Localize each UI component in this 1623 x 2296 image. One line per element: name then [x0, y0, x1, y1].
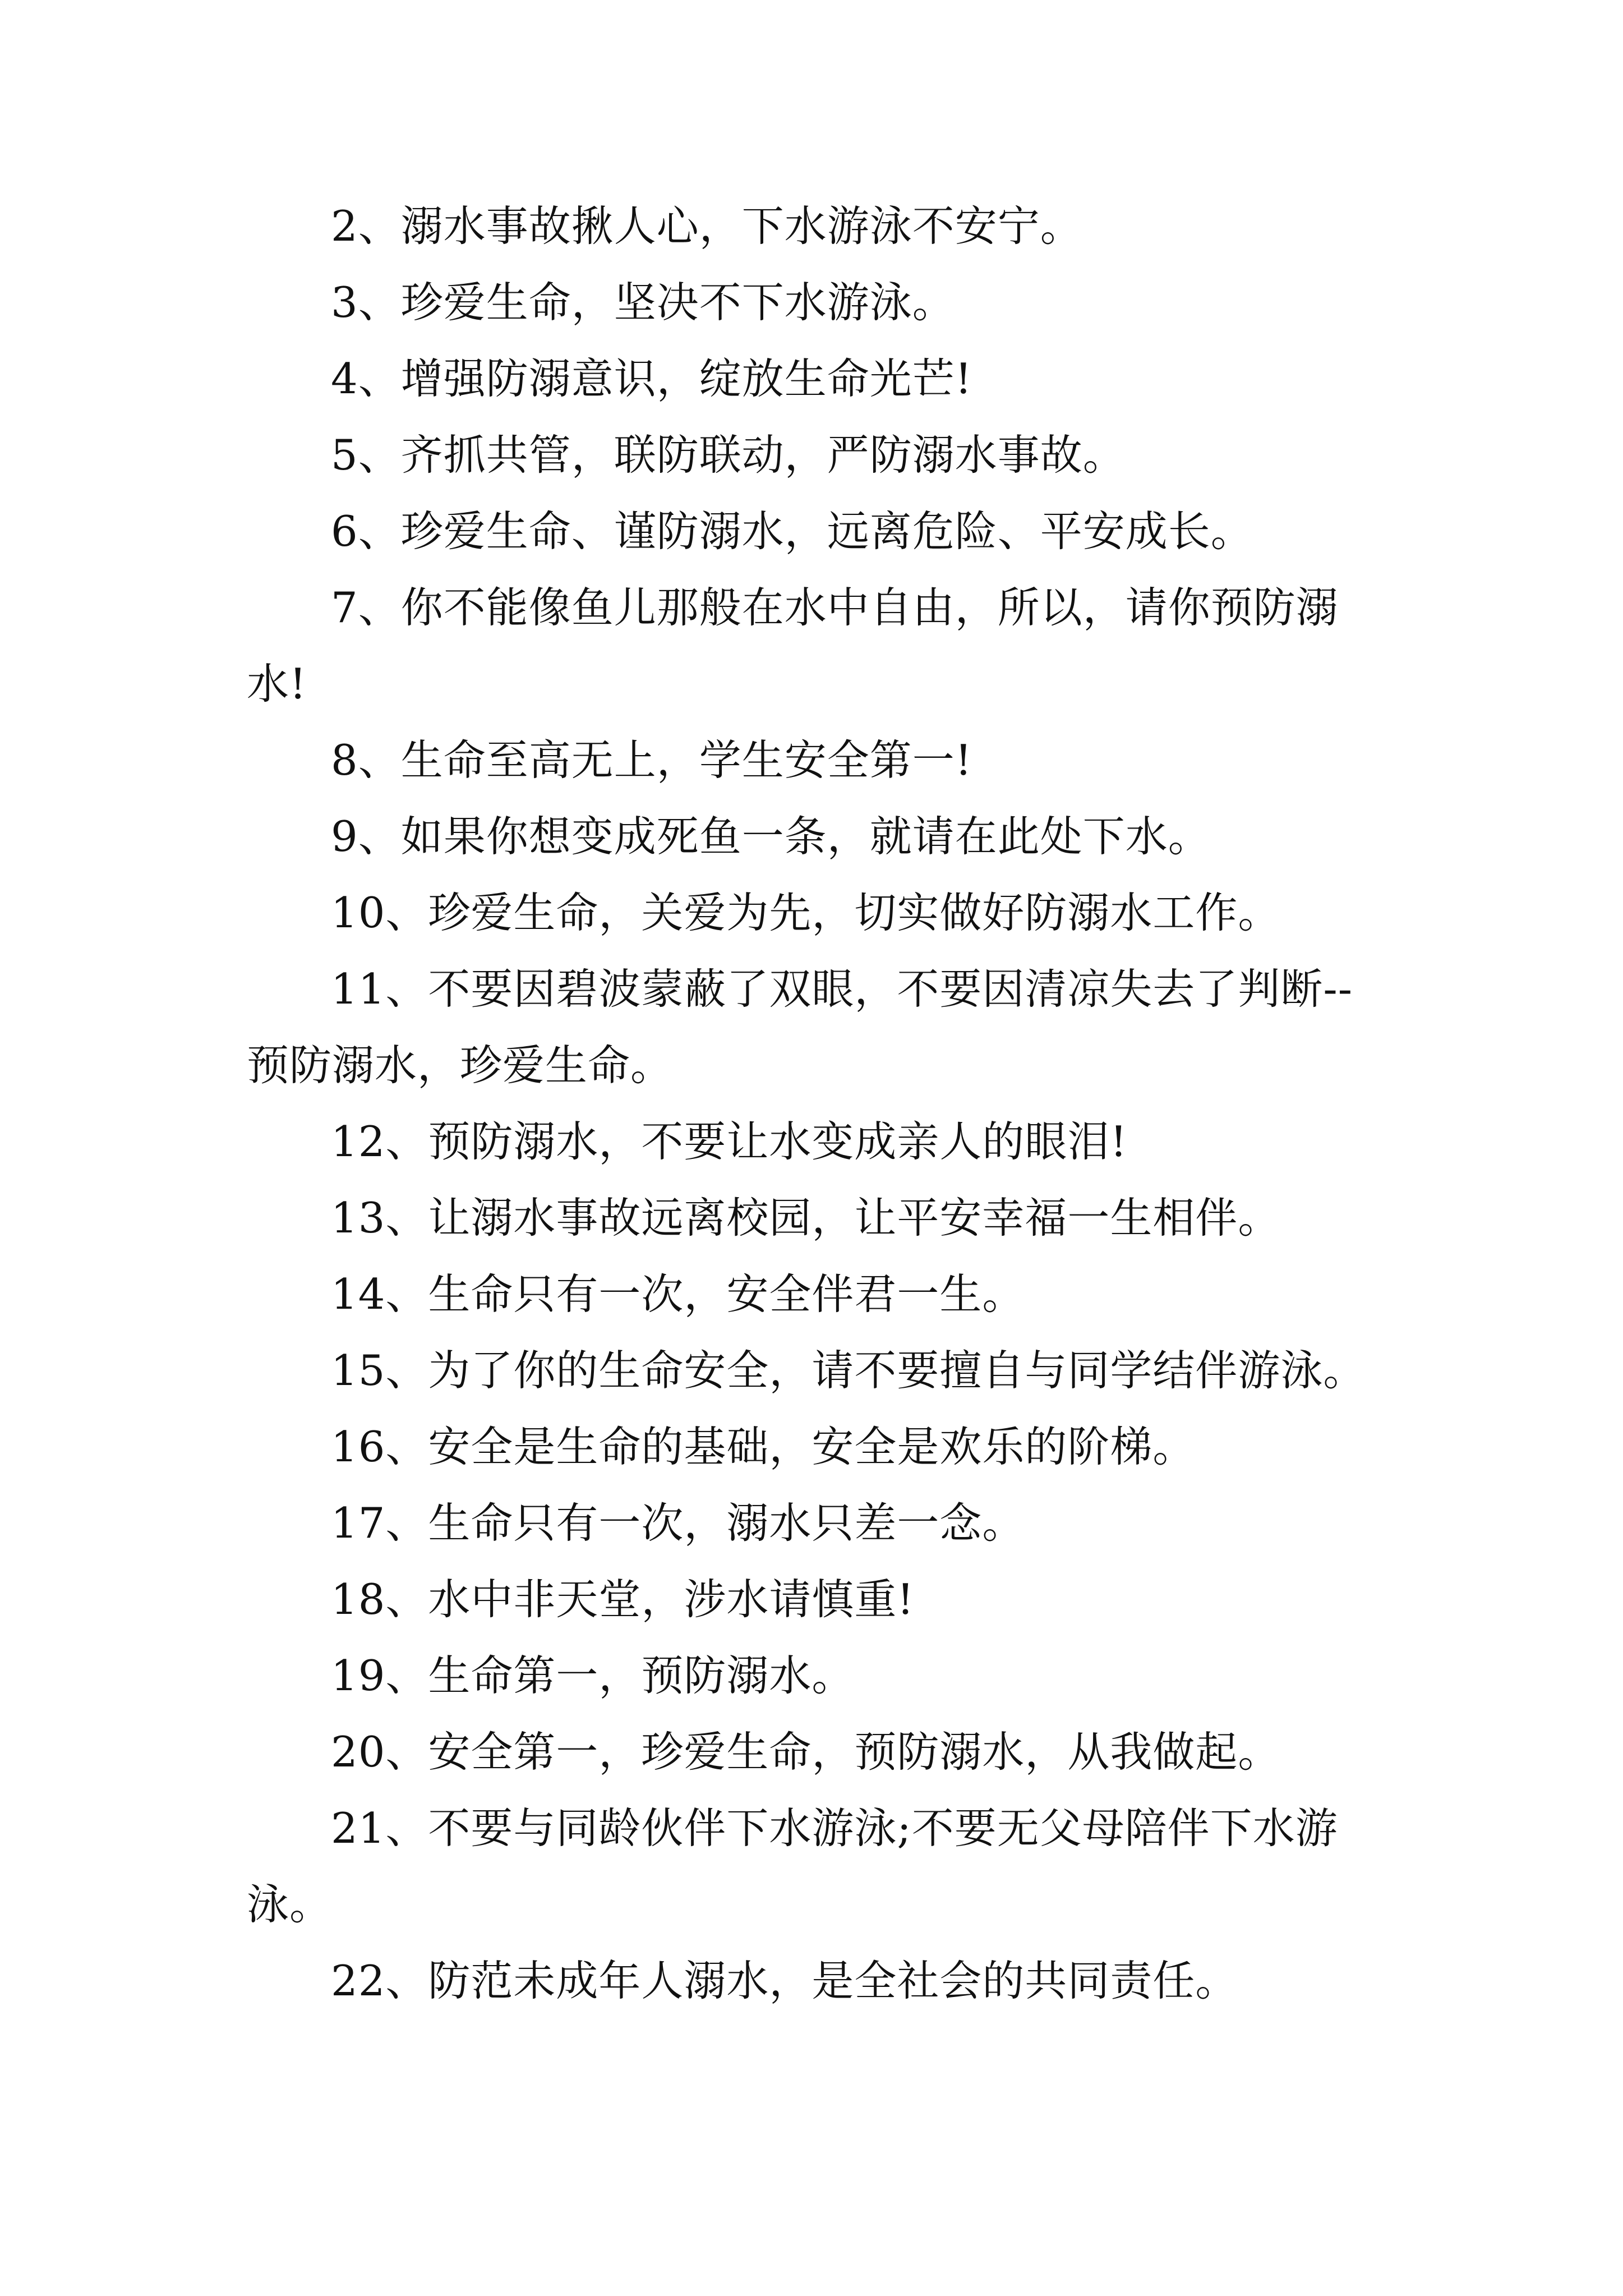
slogan-line-6: 6、珍爱生命、谨防溺水，远离危险、平安成长。 — [331, 507, 1253, 556]
slogan-line-20: 20、安全第一，珍爱生命，预防溺水，从我做起。 — [331, 1727, 1281, 1777]
slogan-line-3: 3、珍爱生命，坚决不下水游泳。 — [331, 278, 955, 327]
slogan-line-17: 17、生命只有一次，溺水只差一念。 — [331, 1498, 1025, 1548]
slogan-line-19: 19、生命第一，预防溺水。 — [331, 1651, 855, 1700]
slogan-line-12: 12、预防溺水，不要让水变成亲人的眼泪! — [331, 1117, 1128, 1166]
slogan-line-4: 4、增强防溺意识，绽放生命光芒! — [331, 354, 972, 403]
slogan-line-14: 14、生命只有一次，安全伴君一生。 — [331, 1269, 1025, 1319]
slogan-line-22: 22、防范未成年人溺水，是全社会的共同责任。 — [331, 1956, 1238, 2005]
slogan-line-9: 9、如果你想变成死鱼一条，就请在此处下水。 — [331, 812, 1211, 861]
slogan-line-21: 21、不要与同龄伙伴下水游泳;不要无父母陪伴下水游泳。 — [247, 1803, 1338, 1929]
slogan-line-11: 11、不要因碧波蒙蔽了双眼，不要因清凉失去了判断--预防溺水，珍爱生命。 — [247, 964, 1353, 1090]
slogan-line-18: 18、水中非天堂，涉水请慎重! — [331, 1575, 915, 1624]
slogan-line-10: 10、珍爱生命，关爱为先，切实做好防溺水工作。 — [331, 888, 1281, 937]
slogan-line-16: 16、安全是生命的基础，安全是欢乐的阶梯。 — [331, 1422, 1196, 1471]
slogan-line-15: 15、为了你的生命安全，请不要擅自与同学结伴游泳。 — [331, 1346, 1366, 1395]
slogan-line-5: 5、齐抓共管，联防联动，严防溺水事故。 — [331, 430, 1126, 480]
slogan-line-2: 2、溺水事故揪人心，下水游泳不安宁。 — [331, 201, 1083, 251]
slogan-line-7: 7、你不能像鱼儿那般在水中自由，所以，请你预防溺水! — [247, 583, 1339, 708]
document-body — [247, 188, 1391, 2019]
slogan-line-13: 13、让溺水事故远离校园，让平安幸福一生相伴。 — [331, 1193, 1281, 1243]
slogan-line-8: 8、生命至高无上，学生安全第一! — [331, 735, 972, 785]
